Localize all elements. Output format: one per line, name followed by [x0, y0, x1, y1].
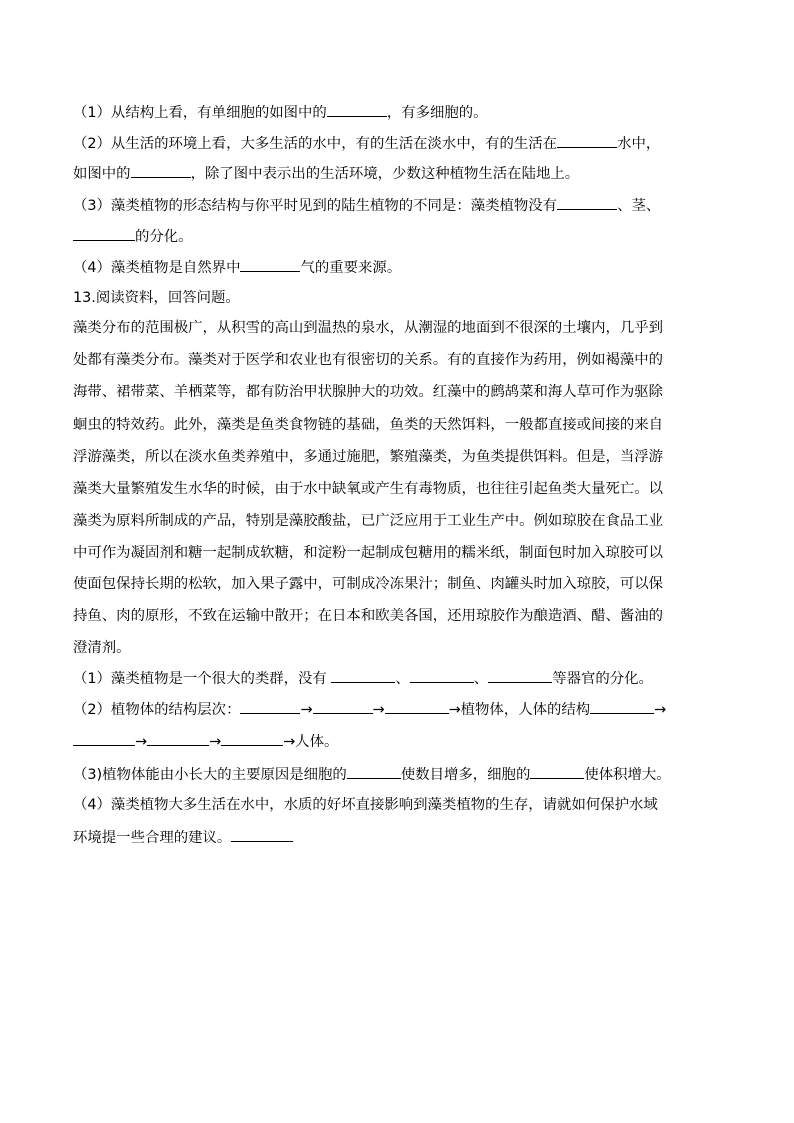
q13-part3-text-mid: 使数目增多，细胞的	[400, 767, 531, 783]
q13-heading: 13.阅读资料，回答问题。	[73, 290, 240, 306]
q12-part3-text: （3）藻类植物的形态结构与你平时见到的陆生植物的不同是：藻类植物没有	[73, 198, 558, 214]
answer-blank[interactable]	[327, 103, 387, 117]
answer-blank[interactable]	[313, 700, 373, 714]
q13-part2-end: →人体。	[283, 734, 339, 750]
passage-line: 处都有藻类分布。藻类对于医学和农业也有很密切的关系。有的直接作为药用，例如褐藻中的	[73, 352, 664, 368]
passage-line: 浮游藻类，所以在淡水鱼类养殖中，多通过施肥，繁殖藻类，为鱼类提供饵料。但是，当浮游	[73, 449, 664, 465]
answer-blank[interactable]	[530, 765, 584, 779]
arrow: →	[300, 702, 313, 718]
q13-part2-line2	[73, 732, 723, 751]
q12-part2-line2	[73, 164, 723, 183]
answer-blank[interactable]	[221, 732, 283, 746]
q13-part1	[73, 669, 723, 688]
arrow: →	[654, 702, 667, 718]
answer-blank[interactable]	[240, 258, 300, 272]
answer-blank[interactable]	[410, 669, 474, 683]
answer-blank[interactable]	[590, 700, 654, 714]
arrow: →	[209, 734, 222, 750]
separator: 、	[473, 671, 489, 687]
passage-line: 澄清剂。	[73, 640, 131, 656]
answer-blank[interactable]	[347, 765, 401, 779]
q13-part3-text: （3)植物体能由小长大的主要原因是细胞的	[73, 767, 347, 783]
q13-part4-text: 环境提一些合理的建议。	[73, 830, 232, 846]
q12-part4-text: （4）藻类植物是自然界中	[73, 260, 241, 276]
q13-part4-line2	[73, 828, 723, 847]
q12-part3-line2	[73, 227, 723, 246]
q13-part4-line1: （4）藻类植物大多生活在水中，水质的好坏直接影响到藻类植物的生存，请就如何保护水域	[73, 797, 658, 813]
passage-line: 蛔虫的特效药。此外，藻类是鱼类食物链的基础，鱼类的天然饵料，一般都直接或间接的来自	[73, 417, 664, 433]
q12-part4-text-end: 气的重要来源。	[300, 260, 402, 276]
q12-part3-line1	[73, 196, 723, 215]
answer-blank[interactable]	[331, 669, 395, 683]
q13-part3-text-end: 使体积增大。	[584, 767, 671, 783]
answer-blank[interactable]	[73, 227, 135, 241]
q13-part3	[73, 765, 723, 784]
passage-line: 藻类分布的范围极广，从积雪的高山到温热的泉水，从潮湿的地面到不很深的土壤内，几乎到	[73, 320, 664, 336]
passage-line: 海带、裙带菜、羊栖菜等，都有防治甲状腺肿大的功效。红藻中的鹧鸪菜和海人草可作为驱除	[73, 384, 664, 400]
q12-part4	[73, 258, 723, 277]
passage-line: 使面包保持长期的松软，加入果子露中，可制成冷冻果汁；制鱼、肉罐头时加入琼胶，可以保	[73, 576, 664, 592]
q13-part2-text: （2）植物体的结构层次：	[73, 702, 241, 718]
answer-blank[interactable]	[73, 732, 135, 746]
passage-line: 藻类大量繁殖发生水华的时候，由于水中缺氧或产生有毒物质，也往往引起鱼类大量死亡。以	[73, 481, 664, 497]
passage-line: 持鱼、肉的原形，不致在运输中散开；在日本和欧美各国，还用琼胶作为酿造酒、醋、酱油的	[73, 608, 664, 624]
q12-part3-text-end: 、茎、	[617, 198, 661, 214]
separator: 、	[395, 671, 410, 687]
q12-part2-line1	[73, 134, 723, 153]
answer-blank[interactable]	[147, 732, 209, 746]
answer-blank[interactable]	[488, 669, 552, 683]
q12-part2-text-end: 水中，	[617, 136, 661, 152]
q13-part1-text-end: 等器官的分化。	[552, 671, 653, 687]
q12-part2-text: （2）从生活的环境上看，大多生活的水中，有的生活在淡水中，有的生活在	[73, 136, 558, 152]
answer-blank[interactable]	[385, 700, 449, 714]
passage-line: 中可作为凝固剂和糖一起制成软糖，和淀粉一起制成包糖用的糯米纸，制面包时加入琼胶可以	[73, 545, 664, 561]
q12-part1-text: （1）从结构上看，有单细胞的如图中的	[73, 105, 327, 121]
answer-blank[interactable]	[231, 828, 293, 842]
q13-part2-text-mid: →植物体，人体的结构	[448, 702, 591, 718]
q13-part2-line1	[73, 700, 723, 719]
answer-blank[interactable]	[557, 196, 617, 210]
q13-part1-text: （1）藻类植物是一个很大的类群，没有	[73, 671, 332, 687]
answer-blank[interactable]	[131, 164, 191, 178]
q12-part1	[73, 103, 723, 122]
answer-blank[interactable]	[557, 134, 617, 148]
q12-part2-text2-end: ，除了图中表示出的生活环境，少数这种植物生活在陆地上。	[190, 166, 580, 182]
q12-part2-text2: 如图中的	[73, 166, 131, 182]
arrow: →	[135, 734, 148, 750]
passage-line: 藻类为原料所制成的产品，特别是藻胶酸盐，已广泛应用于工业生产中。例如琼胶在食品工业	[73, 513, 664, 529]
q12-part3-text2: 的分化。	[135, 229, 193, 245]
arrow: →	[372, 702, 385, 718]
q12-part1-text-end: ，有多细胞的。	[386, 105, 488, 121]
answer-blank[interactable]	[240, 700, 300, 714]
